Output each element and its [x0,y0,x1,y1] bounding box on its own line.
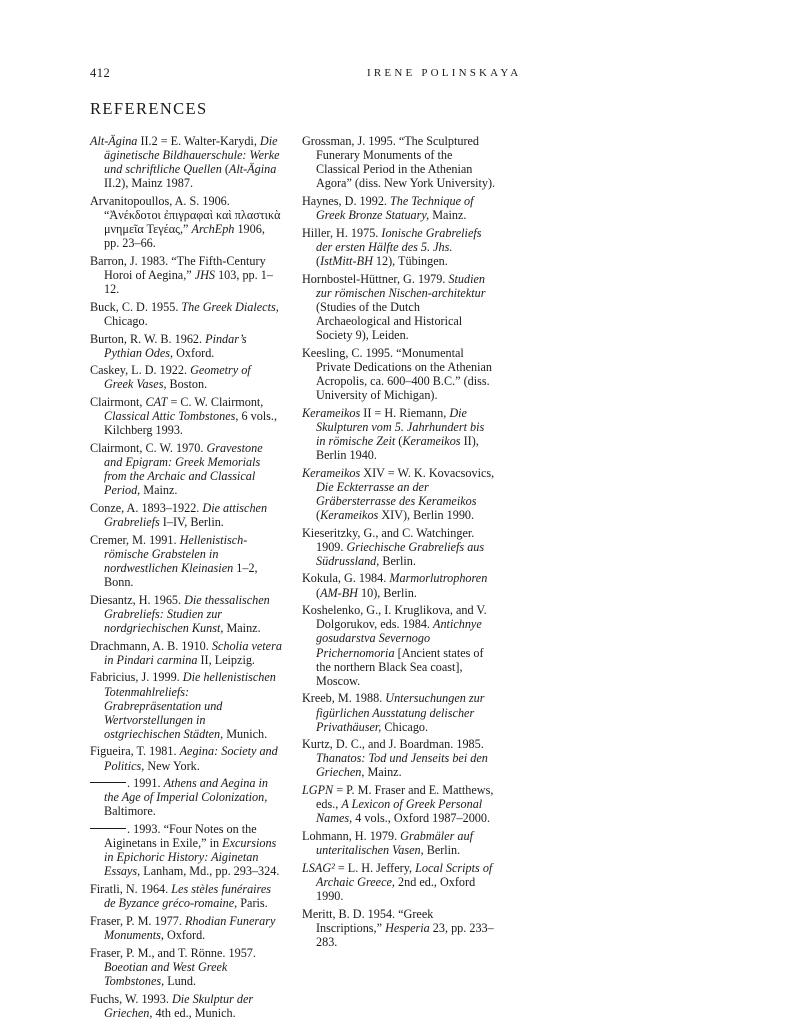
reference-text: II.2), Mainz 1987. [104,176,194,191]
reference-entry [302,829,496,857]
reference-italic-text: LSAG² [302,860,335,875]
reference-text: New York. [144,758,200,773]
reference-text: Berlin. [423,843,461,858]
reference-entry [90,776,282,818]
reference-text: [Ancient states of the northern Black Sea coast], Moscow. [316,645,484,688]
reference-entry [90,670,282,740]
reference-entry [302,571,496,599]
reference-entry [302,603,496,688]
reference-text: Arvanitopoullos, A. S. 1906. “Ἀνέκδοτοι ἐπιγραφαὶ καὶ πλαστικὰ μνημεῖα Τεγέας,” [90,193,281,237]
reference-italic-text: The Technique of Greek Bronze Statuary, [316,193,474,223]
reference-text: Chicago. [381,719,429,734]
reference-entry [90,914,282,942]
ditto-rule [90,782,126,783]
reference-italic-text: Marmorlutrophoren [389,571,488,586]
reference-text: Barron, J. 1983. “The Fifth-Century Horoi of Aegina,” [90,253,266,283]
reference-italic-text: Kerameikos [402,433,461,448]
reference-text: I–IV, Berlin. [159,515,224,530]
reference-text: Fraser, P. M. 1977. [90,913,185,928]
reference-entry [90,822,282,878]
reference-italic-text: Athens and Aegina in the Age of Imperial Colonization, [104,776,268,805]
reference-italic-text: Alt-Ägina [228,162,277,177]
reference-text: Clairmont, C. W. 1970. [90,441,207,456]
reference-text: Lanham, Md., pp. 293–324. [140,864,280,879]
reference-text: Firatli, N. 1964. [90,882,172,897]
reference-entry [90,501,282,529]
reference-italic-text: Classical Attic Tombstones, [104,409,239,424]
reference-italic-text: Gravestone and Epigram: Greek Memorials from the Archaic and Classical Period, [104,441,263,498]
reference-text: Munich. [223,726,268,741]
reference-italic-text: Griechische Grabreliefs aus Südrussland, [316,539,485,568]
reference-text: Boston. [166,377,208,392]
reference-italic-text: Hesperia [385,920,430,935]
running-head: IRENE POLINSKAYA [367,67,522,79]
reference-text: 10), Berlin. [357,585,417,600]
reference-text: II), Berlin 1940. [316,433,479,462]
reference-italic-text: Grabmäler auf unteritalischen Vasen, [316,829,473,858]
references-column-right [302,134,496,953]
reference-italic-text: Die thessalischen Grabreliefs: Studien zur nordgriechischen Kunst, [104,592,270,635]
reference-text: = P. M. Fraser and E. Matthews, eds., [316,783,494,812]
reference-italic-text: ArchEph [191,222,235,237]
reference-text: Hiller, H. 1975. [302,225,382,240]
reference-entry [90,254,282,296]
reference-text: Lund. [164,973,196,988]
reference-italic-text: IstMitt-BH [320,253,373,268]
reference-entry [90,946,282,988]
reference-italic-text: Boeotian and West Greek Tombstones, [104,959,228,988]
reference-text: = L. H. Jeffery, [334,860,416,875]
reference-italic-text: Die attischen Grabreliefs [104,501,268,530]
reference-text: II.2 = E. Walter-Karydi, [137,134,260,148]
reference-entry [302,737,496,779]
reference-italic-text: Die äginetische Bildhauerschule: Werke und schriftliche Quellen [104,134,280,177]
reference-text: Fraser, P. M., and T. Rönne. 1957. [90,945,256,960]
reference-italic-text: Die Eckterrasse an der Gräbersterrasse des Kerameikos [316,479,477,508]
reference-text: Kieseritzky, G., and C. Watchinger. 1909. [302,525,475,554]
reference-text: Fuchs, W. 1993. [90,991,172,1006]
reference-text: 4 vols., Oxford 1987–2000. [352,811,491,826]
reference-text: (Studies of the Dutch Archaeological and Historical Society 9), Leiden. [316,299,463,342]
reference-text: XIV = W. K. Kovacsovics, [360,465,495,480]
reference-text: Mainz. [223,620,261,635]
reference-entry [302,346,496,402]
reference-text: . 1993. “Four Notes on the Aiginetans in Exile,” in [104,822,257,851]
reference-italic-text: Rhodian Funerary Monuments, [104,913,276,942]
reference-entry [90,363,282,391]
reference-text: Oxford. [173,345,215,360]
reference-entry [90,593,282,635]
reference-text: Kreeb, M. 1988. [302,691,386,706]
reference-text: Buck, C. D. 1955. [90,299,182,314]
reference-text: ( [316,253,321,268]
reference-italic-text: Die hellenistischen Totenmahlreliefs: Grabrepräsentation und Wertvorstellungen in ostgriechischen Städten, [104,670,276,741]
ditto-rule [90,828,126,829]
reference-text: Hornbostel-Hüttner, G. 1979. [302,271,449,286]
reference-text: Chicago. [104,313,148,328]
reference-text: 23, pp. 233–283. [316,920,494,949]
reference-italic-text: AM-BH [320,585,358,600]
reference-entry [302,194,496,222]
reference-italic-text: CAT [145,395,168,410]
reference-entry [302,907,496,949]
reference-text: Burton, R. W. B. 1962. [90,331,206,346]
reference-text: Baltimore. [104,804,156,819]
reference-entry [90,300,282,328]
reference-text: Caskey, L. D. 1922. [90,363,191,378]
reference-text: 12), Tübingen. [372,253,448,268]
reference-italic-text: Antichnye gosudarstva Severnogo Prichernomoria [316,617,482,660]
reference-italic-text: Kerameikos [320,507,379,522]
reference-text: Lohmann, H. 1979. [302,829,401,844]
reference-entry [90,744,282,772]
reference-text: II = H. Riemann, [360,405,450,420]
reference-text: ( [316,507,321,522]
reference-italic-text: Ionische Grabreliefs der ersten Hälfte des 5. Jhs. [316,225,482,254]
reference-entry [302,134,496,190]
reference-italic-text: Pindar’s Pythian Odes, [104,331,247,360]
reference-entry [302,226,496,268]
reference-italic-text: Geometry of Greek Vases, [104,363,251,392]
reference-text: Koshelenko, G., I. Kruglikova, and V. Dolgorukov, eds. 1984. [302,603,487,632]
reference-text: . 1991. [127,776,164,791]
reference-italic-text: Local Scripts of Archaic Greece, [316,860,493,889]
reference-text: Meritt, B. D. 1954. “Greek Inscriptions,” [302,906,434,935]
references-column-left [90,134,282,1023]
reference-text: Figueira, T. 1981. [90,744,180,759]
reference-entry [90,441,282,497]
reference-italic-text: Aegina: Society and Politics, [104,744,278,773]
reference-entry [90,533,282,589]
reference-text: ( [221,162,229,177]
reference-text: Mainz. [429,208,467,223]
reference-text: Keesling, C. 1995. “Monumental Private Dedications on the Athenian Acropolis, ca. 600–400 B.C.” (diss. University of Michigan). [302,345,492,402]
reference-italic-text: A Lexicon of Greek Personal Names, [316,797,483,826]
reference-text: 4th ed., Munich. [152,1005,236,1020]
reference-italic-text: Scholia vetera in Pindari carmina [104,638,282,667]
reference-italic-text: Kerameikos [302,465,361,480]
reference-text: Conze, A. 1893–1922. [90,501,203,515]
reference-text: Fabricius, J. 1999. [90,670,183,685]
reference-italic-text: LGPN [302,783,334,798]
reference-text: Haynes, D. 1992. [302,193,391,208]
reference-text: II, Leipzig. [197,652,255,667]
reference-text: 103, pp. 1–12. [104,268,273,297]
references-heading: REFERENCES [90,99,208,118]
reference-italic-text: Kerameikos [302,405,361,420]
reference-entry [90,134,282,190]
page-number: 412 [90,66,111,80]
reference-italic-text: Thanatos: Tod und Jenseits bei den Griechen, [316,751,488,780]
reference-italic-text: Die Skulpturen vom 5. Jahrhundert bis in römische Zeit [316,405,485,448]
reference-text: Diesantz, H. 1965. [90,592,185,607]
reference-italic-text: Untersuchungen zur figürlichen Ausstatung delischer Privathäuser, [316,691,485,734]
reference-text: Drachmann, A. B. 1910. [90,638,212,653]
reference-text: Berlin. [379,553,416,568]
reference-italic-text: Excursions in Epichoric History: Aiginetan Essays, [104,836,277,879]
reference-italic-text: Die Skulptur der Griechen, [104,991,254,1020]
reference-text: 1–2, Bonn. [104,560,258,590]
reference-italic-text: Studien zur römischen Nischen-architektur [316,271,486,300]
reference-entry [302,466,496,522]
reference-text: 1906, pp. 23–66. [104,222,265,251]
reference-entry [302,272,496,342]
reference-entry [90,395,282,437]
reference-italic-text: JHS [194,268,216,283]
reference-text: Kokula, G. 1984. [302,571,390,586]
reference-italic-text: Les stèles funéraires de Byzance gréco-romaine, [104,882,271,911]
reference-entry [90,332,282,360]
reference-entry [302,783,496,825]
reference-text: XIV), Berlin 1990. [378,507,475,522]
reference-entry [90,882,282,910]
reference-italic-text: Hellenistisch-römische Grabstelen in nordwestlichen Kleinasien [104,532,248,575]
reference-entry [90,992,282,1020]
reference-text: Mainz. [364,765,402,780]
reference-text: ( [316,585,321,600]
reference-entry [302,861,496,903]
reference-text: Grossman, J. 1995. “The Sculptured Funerary Monuments of the Classical Period in the Athenian Agora” (diss. New York University). [302,134,496,191]
reference-text: Clairmont, [90,395,146,410]
reference-text: Mainz. [140,483,178,498]
reference-text: 6 vols., Kilchberg 1993. [104,409,278,438]
reference-text: Kurtz, D. C., and J. Boardman. 1985. [302,737,484,752]
reference-italic-text: The Greek Dialects, [181,299,279,314]
reference-entry [90,194,282,250]
reference-text: ( [395,433,403,448]
reference-text: Cremer, M. 1991. [90,532,180,547]
reference-entry [302,406,496,462]
reference-text: Oxford. [163,927,206,942]
reference-text: = C. W. Clairmont, [167,395,264,410]
reference-italic-text: Alt-Ägina [90,134,138,148]
reference-entry [302,526,496,568]
reference-text: Paris. [237,896,268,911]
reference-entry [90,639,282,667]
reference-text: 2nd ed., Oxford 1990. [316,874,476,903]
reference-entry [302,691,496,733]
